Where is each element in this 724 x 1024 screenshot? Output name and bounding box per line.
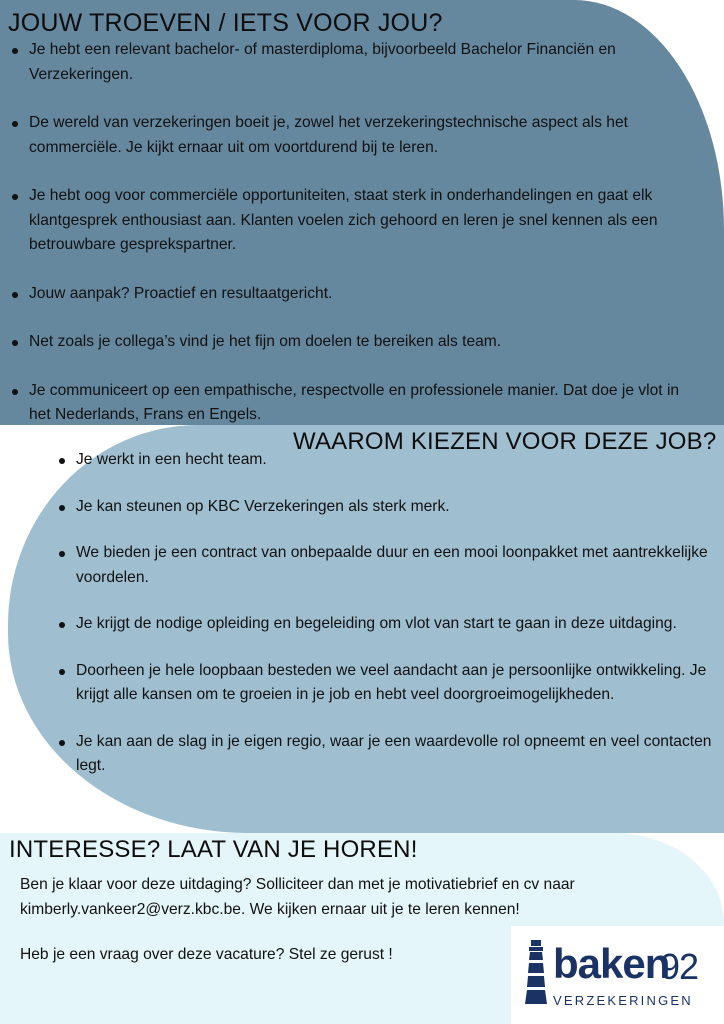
question-paragraph: Heb je een vraag over deze vacature? Stel ze gerust !	[20, 946, 393, 963]
list-item: Je werkt in een hecht team.	[76, 448, 716, 473]
company-logo	[511, 926, 724, 1024]
qualifications-list	[29, 38, 697, 428]
section-1-heading: JOUW TROEVEN / IETS VOOR JOU?	[8, 9, 443, 37]
list-item: We bieden je een contract van onbepaalde duur en een mooi loonpakket met aantrekkelijke voordelen.	[76, 541, 716, 590]
list-item: Je hebt een relevant bachelor- of masterdiploma, bijvoorbeeld Bachelor Financiën en Verzekeringen.	[29, 38, 697, 87]
section-3-heading: INTERESSE? LAAT VAN JE HOREN!	[9, 836, 418, 863]
list-item: Je hebt oog voor commerciële opportuniteiten, staat sterk in onderhandelingen en gaat elk klantgesprek enthousiast aan. Klanten voelen zich gehoord en leren je snel kennen als een betrouwbare gesprekspartner.	[29, 184, 697, 258]
list-item: Doorheen je hele loopbaan besteden we veel aandacht aan je persoonlijke ontwikkeling. Je krijgt alle kansen om te groeien in je job en hebt veel doorgroeimogelijkheden.	[76, 659, 716, 708]
list-item: Je kan aan de slag in je eigen regio, waar je een waardevolle rol opneemt en veel contacten legt.	[76, 730, 716, 779]
logo-name: baken	[553, 940, 670, 987]
list-item: De wereld van verzekeringen boeit je, zowel het verzekeringstechnische aspect als het commerciële. Je kijkt ernaar uit om voortdurend bij te leren.	[29, 111, 697, 160]
list-item: Je krijgt de nodige opleiding en begeleiding om vlot van start te gaan in deze uitdaging.	[76, 612, 716, 637]
list-item: Je communiceert op een empathische, respectvolle en professionele manier. Dat doe je vlot in het Nederlands, Frans en Engels.	[29, 379, 697, 428]
logo-number: 92	[660, 946, 699, 987]
benefits-list	[76, 448, 716, 779]
apply-paragraph: Ben je klaar voor deze uitdaging? Solliciteer dan met je motivatiebrief en cv naar kimberly.vankeer2@verz.kbc.be. We kijken ernaar uit je te leren kennen!	[20, 876, 575, 918]
list-item: Je kan steunen op KBC Verzekeringen als sterk merk.	[76, 495, 716, 520]
logo-subtitle: VERZEKERINGEN	[553, 993, 693, 1008]
section-2-heading: WAAROM KIEZEN VOOR DEZE JOB?	[293, 428, 717, 455]
list-item: Net zoals je collega’s vind je het fijn om doelen te bereiken als team.	[29, 330, 697, 355]
lighthouse-icon	[525, 940, 547, 1004]
list-item: Jouw aanpak? Proactief en resultaatgericht.	[29, 282, 697, 307]
